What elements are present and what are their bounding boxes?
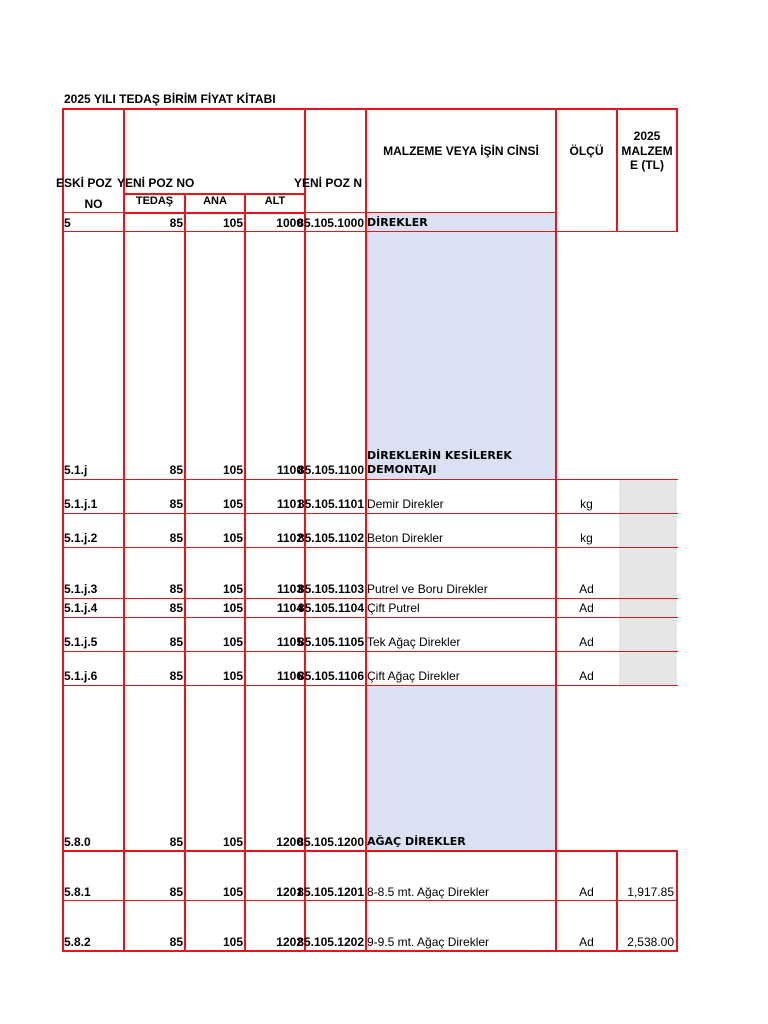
cell-yeni: 85.105.1000 — [297, 216, 364, 230]
grid-line — [365, 108, 367, 952]
cell-olcu: kg — [580, 497, 593, 511]
grid-line — [62, 900, 678, 901]
cell-ana: 105 — [222, 885, 243, 899]
cell-ana: 105 — [222, 531, 243, 545]
cell-tedas: 85 — [169, 935, 183, 949]
category-fill — [366, 213, 555, 479]
cell-tedas: 85 — [169, 497, 183, 511]
cell-alt: 1106 — [276, 669, 303, 683]
cell-yeni: 85.105.1106 — [297, 669, 364, 683]
grid-line — [555, 108, 557, 952]
grid-line — [62, 950, 678, 952]
header-price-line1: 2025 — [633, 129, 661, 143]
cell-alt: 1103 — [276, 582, 303, 596]
cell-ana: 105 — [222, 635, 243, 649]
cell-tedas: 85 — [169, 835, 183, 849]
cell-price: 2,538.00 — [627, 935, 674, 949]
cell-olcu: Ad — [579, 935, 594, 949]
header-yeni-poz-no: YENİ POZ NO — [117, 176, 195, 190]
cell-olcu: kg — [580, 531, 593, 545]
price-cell-fill — [619, 480, 677, 686]
cell-eski: 5 — [64, 216, 71, 230]
header-price-line2: MALZEM — [621, 144, 673, 158]
cell-yeni: 85.105.1103 — [297, 582, 364, 596]
document-title: 2025 YILI TEDAŞ BİRİM FİYAT KİTABI — [64, 92, 276, 106]
cell-ana: 105 — [222, 463, 243, 477]
cell-yeni: 85.105.1200 — [297, 835, 364, 849]
cell-ana: 105 — [222, 835, 243, 849]
cell-alt: 1101 — [276, 497, 303, 511]
cell-alt: 1000 — [276, 216, 303, 230]
cell-desc: Demir Direkler — [367, 497, 444, 511]
grid-line — [123, 108, 125, 952]
cell-desc: Beton Direkler — [367, 531, 444, 545]
cell-eski: 5.8.1 — [64, 885, 91, 899]
cell-eski: 5.1.j.4 — [64, 601, 98, 615]
category-fill — [366, 686, 555, 850]
header-ana: ANA — [203, 195, 227, 207]
cell-yeni: 85.105.1104 — [297, 601, 364, 615]
header-olcu: ÖLÇÜ — [569, 144, 604, 158]
cell-eski: 5.8.0 — [64, 835, 91, 849]
cell-yeni: 85.105.1102 — [297, 531, 364, 545]
cell-ana: 105 — [222, 497, 243, 511]
grid-line — [62, 685, 678, 686]
grid-line — [62, 651, 678, 652]
header-yeni-poz-n: YENİ POZ N — [294, 176, 363, 190]
grid-line — [62, 108, 678, 110]
cell-olcu: Ad — [579, 885, 594, 899]
cell-tedas: 85 — [169, 885, 183, 899]
cell-alt: 1200 — [276, 835, 303, 849]
cell-tedas: 85 — [169, 463, 183, 477]
cell-ana: 105 — [222, 601, 243, 615]
header-alt: ALT — [264, 195, 286, 207]
cell-olcu: Ad — [579, 635, 594, 649]
cell-alt: 1100 — [276, 463, 303, 477]
cell-ana: 105 — [222, 216, 243, 230]
cell-desc: Çift Putrel — [367, 601, 420, 615]
cell-price: 1,917.85 — [627, 885, 674, 899]
cell-alt: 1104 — [276, 601, 303, 615]
cell-desc: AĞAÇ DİREKLER — [367, 835, 466, 848]
cell-desc: 8-8.5 mt. Ağaç Direkler — [367, 885, 490, 899]
cell-yeni: 85.105.1201 — [297, 885, 364, 899]
cell-tedas: 85 — [169, 635, 183, 649]
grid-line — [62, 479, 678, 480]
grid-line — [676, 850, 678, 952]
cell-desc: Tek Ağaç Direkler — [367, 635, 461, 649]
cell-desc: DİREKLER — [367, 216, 428, 229]
grid-line — [62, 231, 678, 232]
cell-ana: 105 — [222, 669, 243, 683]
grid-line — [62, 547, 678, 548]
cell-alt: 1102 — [276, 531, 303, 545]
cell-yeni: 85.105.1101 — [297, 497, 364, 511]
cell-alt: 1202 — [276, 935, 303, 949]
header-price-line3: E (TL) — [630, 158, 664, 172]
cell-olcu: Ad — [579, 601, 594, 615]
header-malzeme: MALZEME VEYA İŞİN CİNSİ — [383, 144, 539, 158]
cell-tedas: 85 — [169, 216, 183, 230]
cell-desc-line2: DEMONTAJI — [367, 463, 437, 476]
cell-olcu: Ad — [579, 669, 594, 683]
grid-line — [62, 108, 64, 952]
cell-eski: 5.8.2 — [64, 935, 91, 949]
cell-olcu: Ad — [579, 582, 594, 596]
cell-desc-line1: DİREKLERİN KESİLEREK — [367, 449, 512, 462]
grid-line — [62, 212, 123, 213]
grid-line — [62, 513, 678, 514]
cell-tedas: 85 — [169, 601, 183, 615]
grid-line — [676, 108, 678, 232]
cell-tedas: 85 — [169, 531, 183, 545]
grid-line — [123, 212, 306, 214]
cell-tedas: 85 — [169, 582, 183, 596]
cell-yeni: 85.105.1100 — [297, 463, 364, 477]
cell-alt: 1105 — [276, 635, 303, 649]
cell-yeni: 85.105.1202 — [297, 935, 364, 949]
cell-eski: 5.1.j.1 — [64, 497, 98, 511]
cell-eski: 5.1.j.6 — [64, 669, 98, 683]
cell-desc: 9-9.5 mt. Ağaç Direkler — [367, 935, 490, 949]
cell-eski: 5.1.j.3 — [64, 582, 98, 596]
cell-eski: 5.1.j.5 — [64, 635, 98, 649]
cell-desc: Çift Ağaç Direkler — [367, 669, 460, 683]
header-eski-poz: ESKİ POZ — [56, 176, 113, 190]
cell-yeni: 85.105.1105 — [297, 635, 364, 649]
cell-ana: 105 — [222, 582, 243, 596]
grid-line — [62, 617, 678, 618]
cell-desc: Putrel ve Boru Direkler — [367, 582, 488, 596]
cell-ana: 105 — [222, 935, 243, 949]
cell-alt: 1201 — [276, 885, 303, 899]
cell-eski: 5.1.j.2 — [64, 531, 98, 545]
grid-line — [306, 212, 557, 213]
cell-tedas: 85 — [169, 669, 183, 683]
grid-line — [62, 598, 678, 599]
grid-line — [304, 108, 306, 952]
grid-line — [62, 850, 678, 852]
header-eski-no: NO — [84, 197, 103, 211]
cell-eski: 5.1.j — [64, 463, 88, 477]
header-tedas: TEDAŞ — [135, 195, 174, 207]
